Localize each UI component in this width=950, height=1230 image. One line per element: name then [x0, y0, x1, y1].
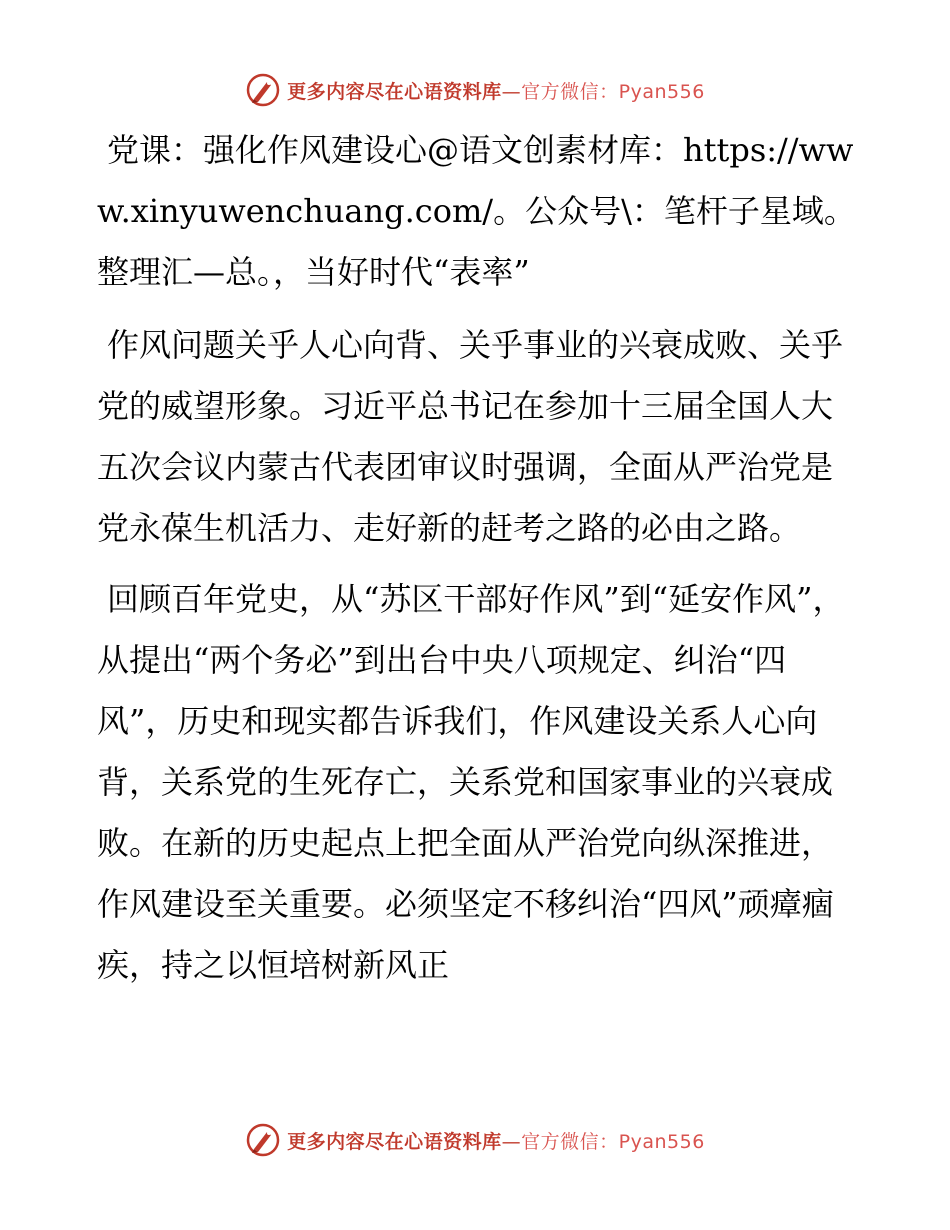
- banner-text: [287, 1127, 705, 1154]
- paragraph: 回顾百年党史，从“苏区干部好作风”到“延安作风”，从提出“两个务必”到出台中央八项规定、纠治“四风”，历史和现实都告诉我们，作风建设关系人心向背，关系党的生死存亡，关系党和国家事业的兴衰成败。在新的历史起点上把全面从严治党向纵深推进，作风建设至关重要。必须坚定不移纠治“四风”顽瘴痼疾，持之以恒培树新风正: [97, 580, 845, 984]
- document-body: [97, 120, 857, 1006]
- pen-logo-icon: [245, 1122, 281, 1158]
- banner-wechat: 官方微信：Pyan556: [521, 1130, 705, 1153]
- paragraph-title: 党课：强化作风建设心@语文创素材库：https://www.xinyuwenchuang.com/。公众号\：笔杆子星域。整理汇—总。，当好时代“表率”: [97, 131, 856, 291]
- banner-wechat: 官方微信：Pyan556: [521, 80, 705, 103]
- banner-title: 更多内容尽在心语资料库: [287, 80, 502, 103]
- banner-title: 更多内容尽在心语资料库: [287, 1130, 502, 1153]
- paragraph: 作风问题关乎人心向背、关乎事业的兴衰成败、关乎党的威望形象。习近平总书记在参加十三届全国人大五次会议内蒙古代表团审议时强调，全面从严治党是党永葆生机活力、走好新的赶考之路的必由之路。: [97, 326, 844, 547]
- banner-text: [287, 77, 705, 104]
- banner-separator: —: [501, 80, 522, 103]
- pen-logo-icon: [245, 72, 281, 108]
- banner-separator: —: [501, 1130, 522, 1153]
- header-banner: [0, 68, 950, 112]
- footer-banner: [0, 1118, 950, 1162]
